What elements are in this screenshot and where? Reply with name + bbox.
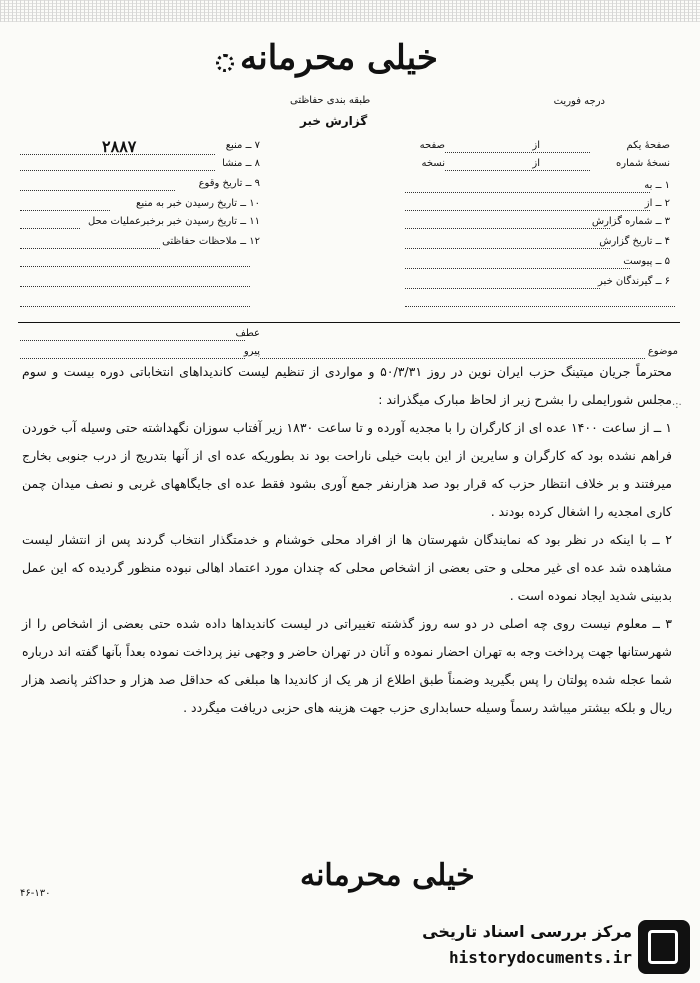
field-origin: ۸ ــ منشا <box>222 158 260 169</box>
body-paragraph-3: ۳ ــ معلوم نیست روی چه اصلی در دو سه روز گذشته تغییراتی در لیست کاندیداها داده شده حتی بعضی از اشخاص را از شهرستانها جهت پرداخت وجه به تهران احضار نموده و آنان در تهران حاضر و وجهی نیز پرداخت نموده بعداً بآنها گفته اند درباره شما عجله شده پولتان را پس بگیرید وضمناً طبق اطلاع از هر یک از کاندیدا ها مبلغی که حداقل صد هزار و حداکثر پانصد هزار ریال و بلکه بیشتر میباشد رسماً وسیله حسابداری حزب جهت هزینه های حزبی دریافت میگردد . <box>22 616 672 715</box>
field-report-number: ۳ ــ شماره گزارش <box>591 216 670 227</box>
field-copy: نسخۀ شماره <box>616 158 670 169</box>
field-recipients-dots <box>405 288 600 289</box>
field-page-of: از <box>532 140 540 151</box>
flower-ornament-icon <box>216 54 234 72</box>
field-from: ۲ ــ از <box>644 198 670 209</box>
body-paragraph-2: ۲ ــ با اینکه در نظر بود که نمایندگان شهرستان ها از افراد محلی خوشنام و خدمتگذار انتخاب گردند پس از انتشار لیست مشاهده شد عده ای غیر محلی و حتی بعضی از اشخاص محلی که چندان مورد اعتماد اهالی نبوده منظور گردیده که این عمل بدبینی شدید ایجاد نموده است . <box>22 532 672 603</box>
field-recipients: ۶ ــ گیرندگان خبر <box>598 276 670 287</box>
field-copy-of: از <box>532 158 540 169</box>
field-attachment: ۵ ــ پیوست <box>623 256 670 267</box>
field-page: صفحۀ یکم <box>626 140 670 151</box>
ref-atf-label: عطف <box>235 328 260 339</box>
report-number: ۲۸۸۷ <box>102 137 137 156</box>
field-event-date: ۹ ــ تاریخ وقوع <box>198 178 260 189</box>
field-received-source-date: ۱۰ ــ تاریخ رسیدن خبر به منبع <box>136 198 260 209</box>
field-attachment-dots <box>405 268 630 269</box>
field-received-source-dots <box>20 210 110 211</box>
field-from-dots <box>405 210 650 211</box>
field-page-dots <box>445 152 590 153</box>
field-to-dots <box>405 192 650 193</box>
field-report-date-dots <box>405 248 610 249</box>
ref-atf-dots <box>20 340 245 341</box>
field-security-notes: ۱۲ ــ ملاحظات حفاظتی <box>162 236 260 247</box>
field-source: ۷ ــ منبع <box>225 140 260 151</box>
field-origin-dots <box>20 170 215 171</box>
archive-logo-icon <box>638 920 690 974</box>
subject-label: موضوع <box>647 346 678 357</box>
page-code: ۴۶-۱۳۰ <box>20 888 51 899</box>
field-recipients-dots-2 <box>405 306 675 307</box>
scan-noise <box>0 0 700 22</box>
body-paragraph-intro: محترماً جریان میتینگ حزب ایران نوین در روز ۵۰/۳/۳۱ و مواردی از تنظیم لیست کاندیداهای انتخاباتی دوره بیست و سوم مجلس شورایملی را بشرح زیر از لحاظ مبارک میگذراند : <box>22 364 672 407</box>
priority-label: درجه فوریت <box>553 96 605 107</box>
report-title: گزارش خبر <box>300 114 368 128</box>
field-copy-dots <box>445 170 590 171</box>
classification-stamp-top: خیلی محرمانه <box>240 38 438 78</box>
divider-line <box>18 322 680 323</box>
classification-stamp-bottom: خیلی محرمانه <box>300 858 475 893</box>
archive-url: historydocuments.ir <box>448 948 632 967</box>
body-paragraph-1: ۱ ــ از ساعت ۱۴۰۰ عده ای از کارگران را با مجدیه آورده و تا ساعت ۱۸۳۰ زیر آفتاب سوزان نگهداشته حتی وسیله آب خوردن فراهم نشده بود که کارگران و سایرین از این بابت خیلی ناراحت بود ند بطوریکه عده ای از آنها بتدریج از درب جنوبی بخارج میرفتند و بر خلاف انتظار حزب که قرار بود صد هزارنفر جمع آوری بشود فقط عده ای جایگاههای غربی و نصف میدان چمن کاری امجدیه را اشغال کرده بودند . <box>22 420 672 519</box>
field-security-notes-dots <box>20 248 160 249</box>
field-source-dots <box>20 154 215 155</box>
report-body <box>22 358 672 722</box>
field-report-number-dots <box>405 228 610 229</box>
field-received-ops-date: ۱۱ ــ تاریخ رسیدن خبر برخبرعملیات محل <box>87 216 260 227</box>
field-copy-unit: نسخه <box>421 158 445 169</box>
field-received-ops-dots <box>20 228 80 229</box>
field-page-unit: صفحه <box>419 140 445 151</box>
ref-peyro-label: پیرو <box>243 346 260 357</box>
field-notes-dots-2 <box>20 266 250 267</box>
scan-speck: ·:· <box>672 400 682 411</box>
archive-watermark <box>405 918 690 978</box>
classification-subtitle: طبقه بندی حفاظتی <box>290 95 371 106</box>
field-event-date-dots <box>20 190 175 191</box>
field-report-date: ۴ ــ تاریخ گزارش <box>599 236 670 247</box>
field-notes-dots-4 <box>20 306 250 307</box>
archive-name: مرکز بررسی اسناد تاریخی <box>422 922 632 941</box>
field-notes-dots-3 <box>20 286 250 287</box>
field-to: ۱ ــ به <box>644 180 670 191</box>
